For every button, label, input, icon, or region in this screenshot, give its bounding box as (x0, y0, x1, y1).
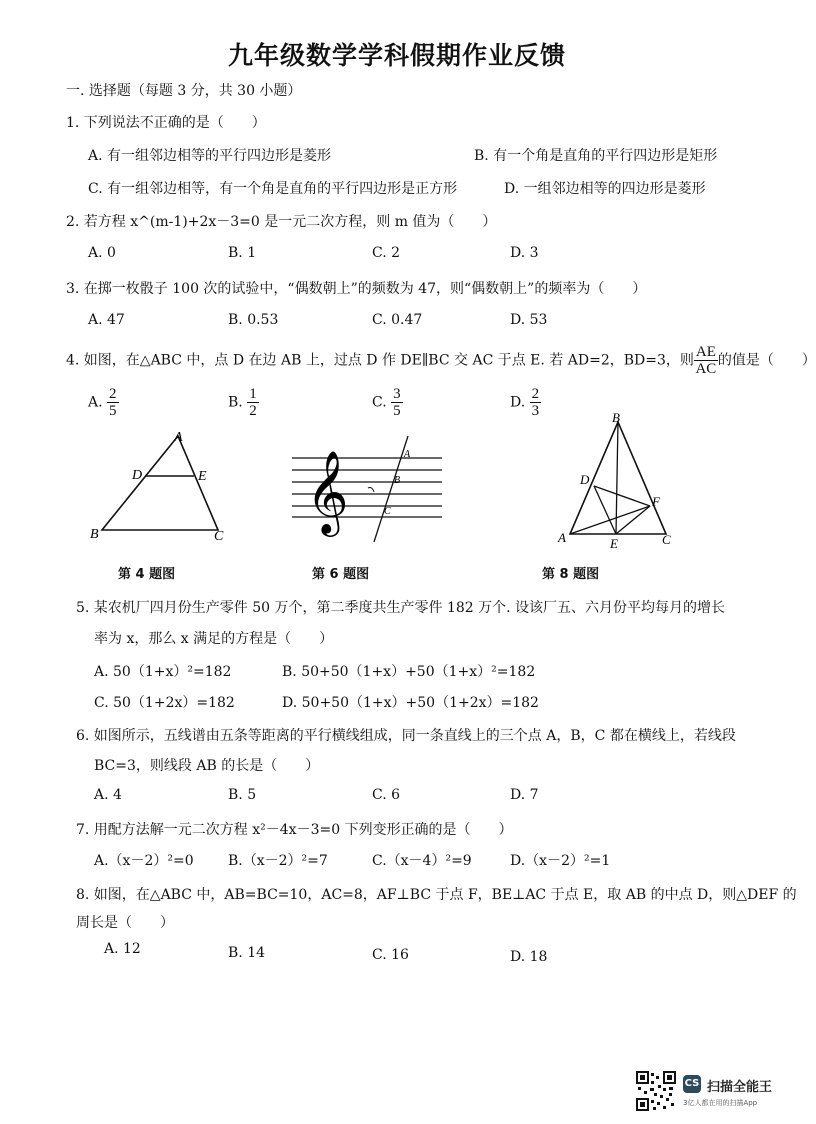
fig6-label-b: B (394, 475, 401, 486)
q4-stem-text: 4. 如图，在△ABC 中，点 D 在边 AB 上，过点 D 作 DE∥BC 交 AC 于点 E. 若 AD=2，BD=3，则 (66, 352, 694, 369)
q4-option-b-label: B. (228, 394, 243, 411)
q2-option-b: B. 1 (228, 245, 257, 261)
q4-a-num: 2 (109, 386, 117, 402)
fig6-line-abc (374, 436, 408, 542)
q4-option-b-fraction (247, 386, 259, 419)
q4-fraction (694, 344, 718, 377)
q2-option-d: D. 3 (510, 245, 539, 261)
q6-stem-line1: 6. 如图所示，五线谱由五条等距离的平行横线组成，同一条直线上的三个点 A，B，C 都在横线上，若线段 (76, 728, 736, 744)
q2-option-a: A. 0 (88, 245, 116, 261)
scanner-tagline: 3亿人都在用的扫描App (683, 1099, 758, 1107)
q4-option-d (510, 386, 541, 419)
q4-a-den: 5 (109, 403, 117, 419)
figure-4-triangle (86, 428, 236, 546)
q1-stem: 1. 下列说法不正确的是（ ） (66, 115, 266, 131)
q6-stem-line2: BC=3，则线段 AB 的长是（ ） (94, 758, 320, 774)
q4-option-b (228, 386, 259, 419)
section-heading: 一. 选择题（每题 3 分，共 30 小题） (66, 83, 302, 99)
q6-option-c: C. 6 (372, 787, 401, 803)
fig6-label-c: C (384, 506, 391, 517)
q7-option-d: D.（x－2）²=1 (510, 853, 611, 869)
q4-b-den: 2 (249, 403, 257, 419)
q8-option-c: C. 16 (372, 947, 409, 963)
q6-option-b: B. 5 (228, 787, 257, 803)
q1-option-c: C. 有一组邻边相等，有一个角是直角的平行四边形是正方形 (88, 181, 458, 197)
q1-option-a: A. 有一组邻边相等的平行四边形是菱形 (88, 148, 332, 164)
q7-option-b: B.（x－2）²=7 (228, 853, 328, 869)
q1-option-b: B. 有一个角是直角的平行四边形是矩形 (474, 148, 718, 164)
fig4-label-b: B (90, 527, 99, 542)
q5-option-d: D. 50+50（1+x）+50（1+2x）=182 (282, 695, 539, 711)
q4-stem-end: 的值是（ ） (717, 352, 816, 369)
q4-option-c (372, 386, 403, 419)
q4-fraction-numerator: AE (695, 344, 716, 360)
page-title: 九年级数学学科假期作业反馈 (227, 41, 566, 70)
fig8-label-b: B (612, 410, 620, 425)
q6-option-a: A. 4 (94, 787, 122, 803)
q4-fraction-denominator: AC (695, 361, 717, 377)
q4-option-d-fraction (530, 386, 542, 419)
q4-d-den: 3 (531, 403, 540, 419)
q4-option-d-label: D. (510, 394, 526, 411)
q3-stem: 3. 在掷一枚骰子 100 次的试验中，“偶数朝上”的频数为 47，则“偶数朝上”的频率为（ ） (66, 281, 647, 297)
q4-b-num: 1 (249, 386, 257, 402)
q5-option-c: C. 50（1+2x）=182 (94, 695, 235, 711)
q2-option-c: C. 2 (372, 245, 401, 261)
q3-option-d: D. 53 (510, 312, 548, 328)
fig4-label-c: C (214, 529, 224, 544)
figure-4-caption: 第 4 题图 (118, 567, 176, 582)
q4-option-a-label: A. (88, 394, 103, 411)
q3-option-b: B. 0.53 (228, 312, 279, 328)
q7-option-a: A.（x－2）²=0 (94, 853, 194, 869)
qr-code-icon (636, 1071, 676, 1111)
q4-option-c-fraction (391, 386, 403, 419)
q8-option-b: B. 14 (228, 945, 266, 961)
fig8-label-a: A (558, 530, 566, 545)
fig8-label-f: F (652, 494, 660, 509)
q8-option-a: A. 12 (104, 941, 141, 957)
q5-stem-line1: 5. 某农机厂四月份生产零件 50 万个，第二季度共生产零件 182 万个. 设该厂五、六月份平均每月的增长 (76, 600, 726, 616)
q5-option-b: B. 50+50（1+x）+50（1+x）²=182 (282, 664, 536, 680)
figure-8-triangle (556, 408, 686, 554)
q4-c-den: 5 (393, 403, 401, 419)
figure-6-staff (290, 430, 446, 550)
scanner-brand-name: 扫描全能王 (707, 1080, 773, 1095)
fig4-label-a: A (174, 430, 183, 445)
q4-stem (66, 344, 816, 377)
q4-option-a-fraction (107, 386, 119, 419)
q5-option-a: A. 50（1+x）²=182 (94, 664, 232, 680)
q8-stem-line2: 周长是（ ） (76, 915, 174, 931)
fig6-label-a: A (404, 449, 411, 460)
q3-option-c: C. 0.47 (372, 312, 423, 328)
treble-clef-icon: 𝄞 (306, 449, 349, 533)
q6-option-d: D. 7 (510, 787, 539, 803)
q1-option-d: D. 一组邻边相等的四边形是菱形 (504, 181, 706, 197)
q8-option-d: D. 18 (510, 949, 548, 965)
fig8-label-c: C (662, 532, 671, 547)
fig6-small-mark (368, 488, 374, 493)
camscanner-logo: CS (683, 1075, 701, 1093)
fig4-label-e: E (198, 469, 207, 484)
fig8-label-d: D (580, 472, 590, 487)
q4-c-num: 3 (393, 386, 401, 402)
q4-option-c-label: C. (372, 394, 387, 411)
q3-option-a: A. 47 (88, 312, 125, 328)
q4-option-a (88, 386, 119, 419)
fig8-segment-ef (616, 506, 650, 534)
q7-stem: 7. 用配方法解一元二次方程 x²－4x－3=0 下列变形正确的是（ ） (76, 822, 513, 838)
q5-stem-line2: 率为 x，那么 x 满足的方程是（ ） (94, 631, 334, 647)
q2-stem: 2. 若方程 x^(m-1)+2x－3=0 是一元二次方程，则 m 值为（ ） (66, 214, 497, 230)
fig8-label-e: E (610, 536, 618, 551)
figure-8-caption: 第 8 题图 (542, 567, 600, 582)
fig4-label-d: D (132, 468, 143, 483)
q7-option-c: C.（x－4）²=9 (372, 853, 472, 869)
q4-d-num: 2 (531, 386, 540, 402)
q8-stem-line1: 8. 如图，在△ABC 中，AB=BC=10，AC=8，AF⊥BC 于点 F，BE⊥AC 于点 E，取 AB 的中点 D，则△DEF 的 (76, 887, 797, 903)
figure-6-caption: 第 6 题图 (312, 567, 370, 582)
